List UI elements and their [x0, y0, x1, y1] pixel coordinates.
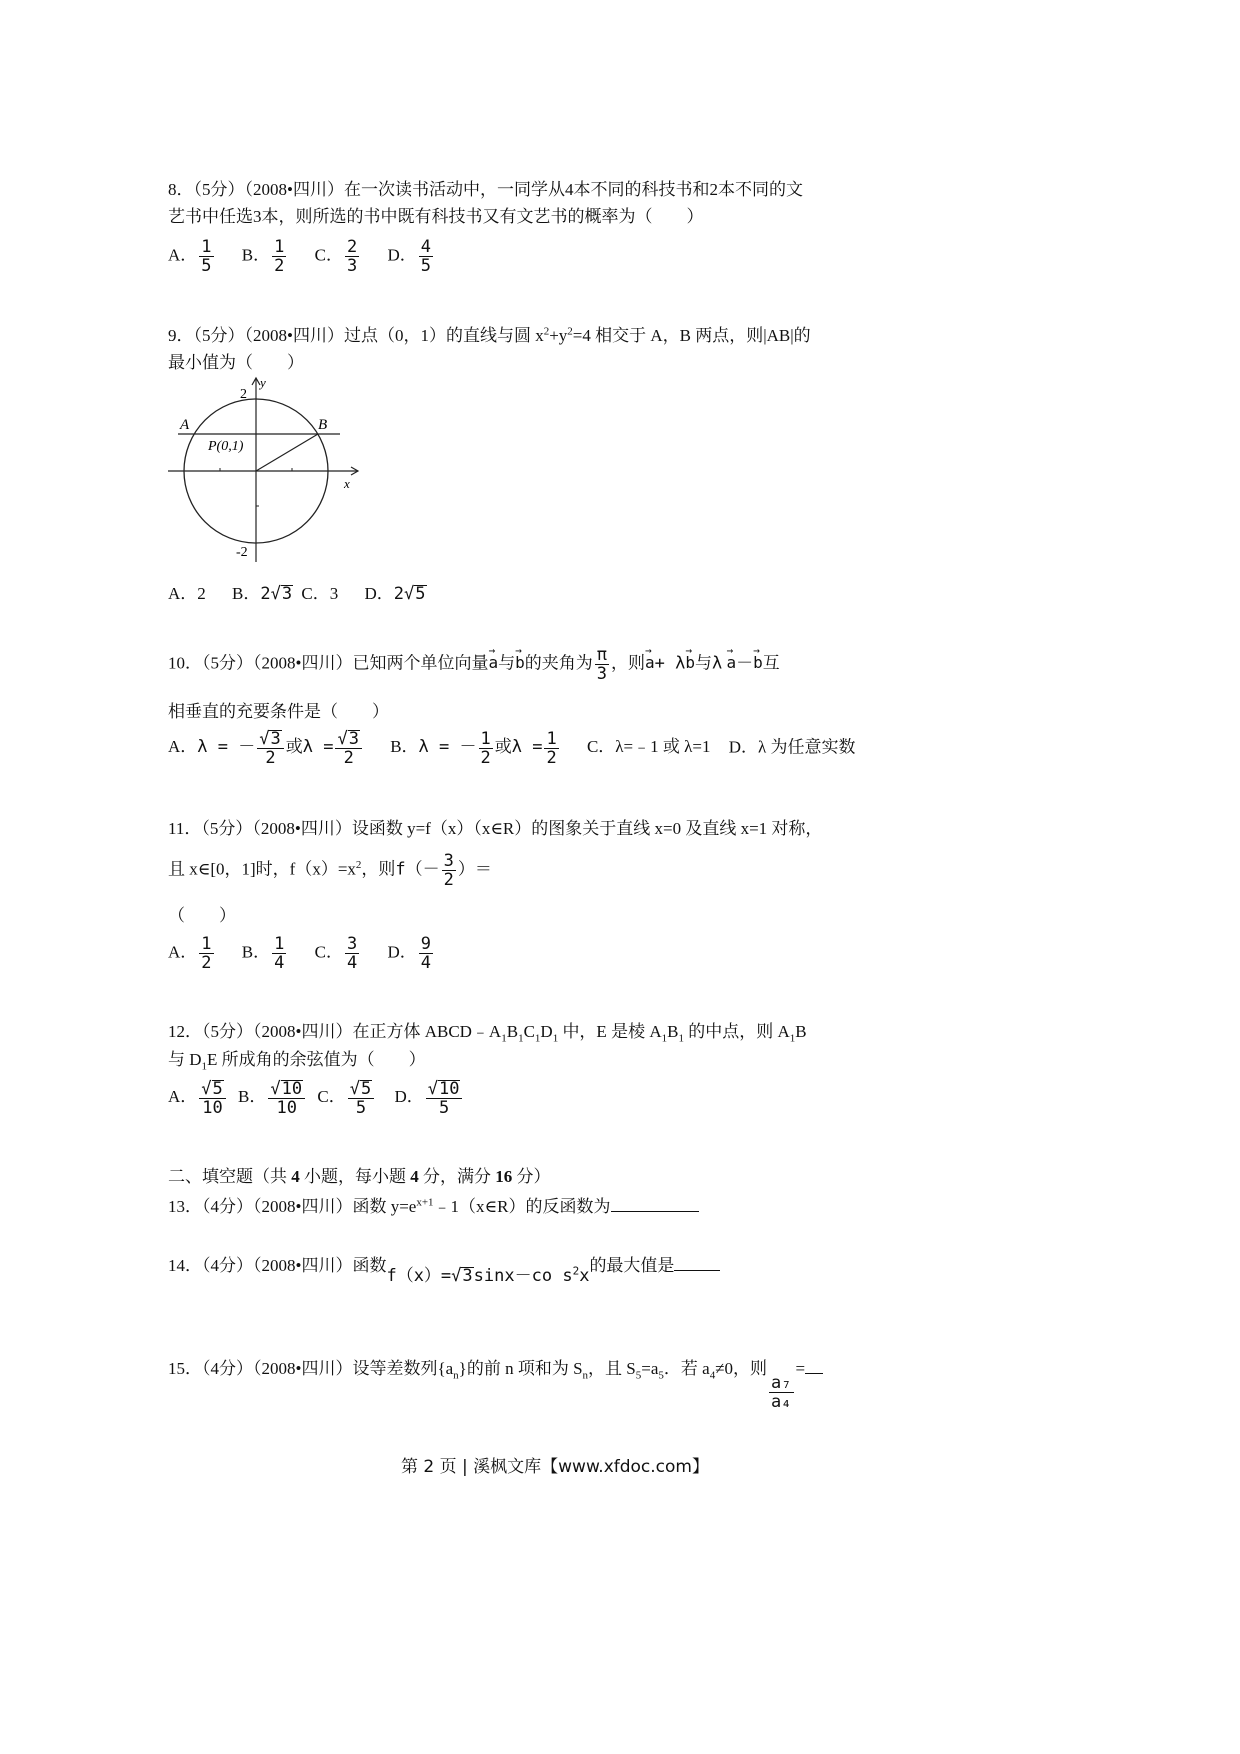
- question-12-line2: 与 $D_1E$ 所成角的余弦值为（ ）: [168, 1050, 426, 1073]
- question-10-options: [168, 730, 856, 767]
- circle-diagram: [168, 376, 368, 564]
- option-a: A． $\frac{1}{5}$: [168, 237, 212, 276]
- answer-blank[interactable]: [611, 1195, 699, 1212]
- question-8-line2: 艺书中任选3本，则所选的书中既有科技书又有文艺书的概率为（ ）: [168, 207, 704, 226]
- option-b: B． $\frac{1}{4}$: [241, 934, 285, 973]
- answer-blank[interactable]: [674, 1254, 720, 1271]
- option-a: A． $\frac{√5}{10}$: [168, 1087, 228, 1106]
- option-b: B．2√3: [232, 584, 293, 604]
- option-d: D．λ 为任意实数: [728, 737, 856, 757]
- label-x: x: [344, 476, 350, 491]
- label-y: y: [260, 376, 266, 390]
- option-a: A．λ = － $\frac{√3}{2}$ 或λ = $\frac{√3}{2}$: [168, 737, 368, 756]
- option-b: B．λ = － $\frac{1}{2}$ 或λ = $\frac{1}{2}$: [390, 729, 557, 768]
- question-11-line1: 11．（5分）（2008•四川）设函数 y=f（x）（x∈R）的图象关于直线 x=0 及直线 x=1 对称，: [168, 819, 823, 838]
- question-9-line2: 最小值为（ ）: [168, 353, 304, 372]
- question-10-line2: 相垂直的充要条件是（ ）: [168, 702, 389, 721]
- question-14: 14．（4分）（2008•四川）函数f（x）=√3sinx－co $s^2x$的最大值是: [168, 1252, 720, 1280]
- label-b: B: [318, 417, 328, 433]
- vector-b: → b: [515, 649, 525, 676]
- option-d: D．2√5: [364, 584, 426, 604]
- option-c: C． $\frac{√5}{5}$: [317, 1087, 376, 1106]
- option-c: C． $\frac{3}{4}$: [314, 934, 358, 973]
- question-15: 15．（4分）（2008•四川）设等差数列$\{a_n\}$的前 n 项和为 $S_n$，且 $S_5=a_5$．若 $a_4\ne 0$，则 $\frac{\text{a₇}}{\text{a₄}}$ =: [168, 1355, 823, 1411]
- question-8-line1: 8．（5分）（2008•四川）在一次读书活动中，一同学从4本不同的科技书和2本不同的文: [168, 180, 803, 199]
- tick-label-2: 2: [240, 387, 247, 402]
- question-9-line1: 9．（5分）（2008•四川）过点（0，1）的直线与圆 $x^2+y^2=4$ 相交于 A，B 两点，则|AB|的: [168, 325, 811, 345]
- option-c: C．λ=﹣1 或 λ=1: [586, 737, 711, 757]
- question-13: 13．（4分）（2008•四川）函数 $y=e^{x+1}﹣1(x\in R)$的反函数为: [168, 1193, 699, 1220]
- question-10-line1: 10．（5分）（2008•四川）已知两个单位向量→ a与→ b的夹角为 $\frac{\pi}{3}$ ，则→ a+ λ→ b与λ → a－→ b互: [168, 646, 780, 683]
- question-11-options: [168, 935, 457, 972]
- question-11-line2: 且 x∈[0，1]时，$f(x)=x^2$，则f（－ $\frac{3}{2}$ ）＝: [168, 851, 492, 890]
- page-footer: 第 2 页 | 溪枫文库【www.xfdoc.com】: [400, 1457, 709, 1477]
- option-c: C． $\frac{2}{3}$: [314, 237, 358, 276]
- option-d: D． $\frac{4}{5}$: [387, 237, 431, 276]
- question-8-options: [168, 238, 457, 275]
- segment-pb: [256, 434, 318, 471]
- vector-a: → a: [488, 649, 498, 676]
- question-12-line1: 12．（5分）（2008•四川）在正方体 $ABCD﹣A_1B_1C_1D_1$ 中，E 是棱 $A_1B_1$ 的中点，则 $A_1B$: [168, 1022, 807, 1045]
- option-a: A． $\frac{1}{2}$: [168, 934, 212, 973]
- option-b: B． $\frac{√10}{10}$: [238, 1087, 307, 1106]
- question-12-options: [168, 1080, 464, 1117]
- option-b: B． $\frac{1}{2}$: [241, 237, 285, 276]
- section-heading: 二、填空题（共 4 小题，每小题 4 分，满分 16 分）: [168, 1167, 551, 1186]
- label-a: A: [180, 417, 190, 433]
- answer-blank[interactable]: [805, 1357, 823, 1374]
- option-d: D． $\frac{9}{4}$: [387, 934, 431, 973]
- option-c: C．3: [301, 584, 339, 603]
- question-9-options: [168, 580, 449, 608]
- option-a: A．2: [168, 584, 206, 603]
- question-11-line3: （ ）: [168, 906, 236, 925]
- label-p: P(0,1): [208, 439, 244, 454]
- tick-label-neg2: -2: [236, 545, 248, 560]
- option-d: D． $\frac{√10}{5}$: [394, 1087, 464, 1106]
